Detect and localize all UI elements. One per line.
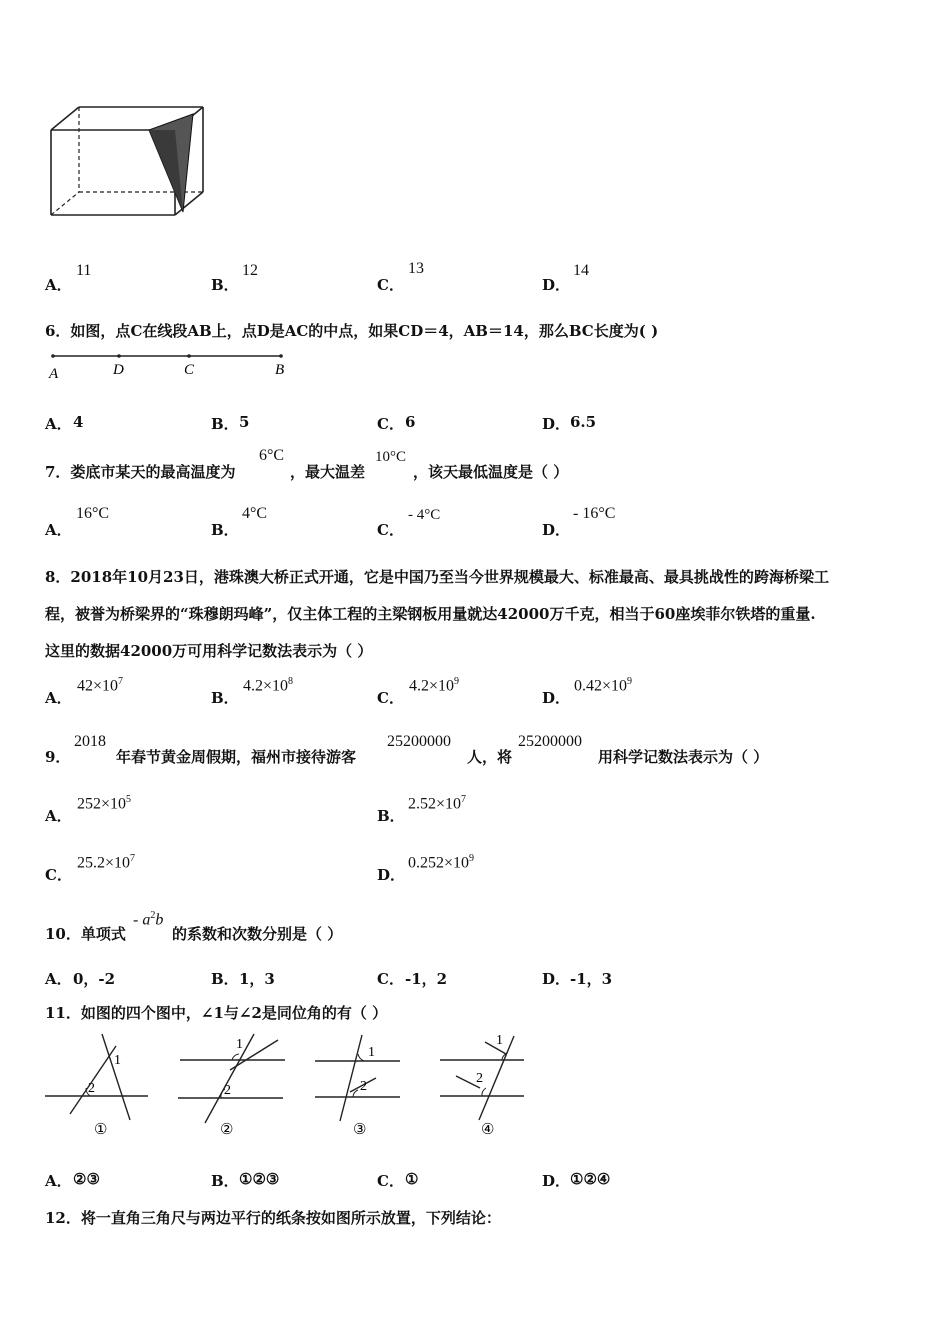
q5-option-c-value: 13 — [408, 260, 424, 277]
q9-option-c-base: 25.2×10 — [77, 854, 131, 872]
q10-stem-2: 的系数和次数分别是（ ） — [172, 925, 343, 943]
q10-stem-1: 10．单项式 — [45, 925, 126, 943]
q8-option-d-letter: D． — [542, 689, 571, 707]
q6-point-b: B — [275, 362, 285, 378]
q6-point-d: D — [113, 362, 124, 378]
q7-option-b-letter: B． — [211, 521, 239, 539]
q8-option-b-base: 4.2×10 — [243, 677, 289, 695]
q8-option-b-value — [243, 676, 293, 695]
q7-temp-high: 6°C — [259, 447, 285, 464]
q10-monomial-sign: - — [133, 911, 143, 929]
q9-option-b-base: 2.52×10 — [408, 795, 462, 813]
q11-option-b-letter: B． — [211, 1172, 239, 1190]
q9-option-b-value — [408, 794, 466, 813]
q11-figures — [40, 1030, 540, 1140]
q10-monomial-a: a — [142, 911, 151, 929]
q10-option-b-letter: B． — [211, 970, 239, 988]
q9-visitors: 25200000 — [387, 733, 451, 750]
q6-option-c-letter: C． — [377, 415, 404, 433]
q6-point-c: C — [184, 362, 195, 378]
q11-figure-label-3: ③ — [353, 1122, 367, 1138]
q9-option-b-exp: 7 — [461, 794, 467, 805]
q11-option-b-value: ①②③ — [239, 1170, 280, 1188]
q9-option-d-base: 0.252×10 — [408, 854, 470, 872]
q10-option-c-letter: C． — [377, 970, 404, 988]
q11-figure-label-2: ② — [220, 1122, 234, 1138]
q7-temp-diff: 10°C — [375, 449, 407, 465]
q11-option-c-value: ① — [405, 1170, 419, 1188]
q9-option-d-letter: D． — [377, 866, 406, 884]
q12-stem: 12．将一直角三角尺与两边平行的纸条按如图所示放置，下列结论： — [45, 1209, 501, 1227]
q7-option-a-value: 16°C — [76, 505, 110, 522]
q10-monomial-b: b — [155, 911, 164, 929]
q7-option-c-letter: C． — [377, 521, 404, 539]
q6-point-a: A — [49, 366, 59, 382]
q11-fig4-angle-1: 1 — [496, 1033, 503, 1048]
q8-option-c-letter: C． — [377, 689, 404, 707]
q9-option-a-exp: 5 — [126, 794, 132, 805]
q7-stem-3: ，该天最低温度是（ ） — [413, 463, 569, 481]
q8-option-c-base: 4.2×10 — [409, 677, 455, 695]
q8-option-b-letter: B． — [211, 689, 239, 707]
q8-option-d-base: 0.42×10 — [574, 677, 628, 695]
q11-fig1-angle-2: 2 — [88, 1081, 95, 1096]
q11-fig2-angle-1: 1 — [236, 1037, 243, 1052]
q10-option-a-letter: A． — [45, 970, 72, 988]
q7-stem-2: ，最大温差 — [290, 463, 366, 481]
q7-option-c-value: - 4°C — [408, 507, 441, 523]
q10-option-b-value: 1，3 — [239, 970, 275, 988]
q8-option-b-exp: 8 — [288, 676, 294, 687]
q5-option-d-value: 14 — [573, 262, 589, 279]
q9-visitors-2: 25200000 — [518, 733, 582, 750]
q11-fig4-angle-2: 2 — [476, 1071, 483, 1086]
q9-option-d-value — [408, 853, 474, 872]
q11-fig3-angle-1: 1 — [368, 1045, 375, 1060]
q10-option-d-letter: D． — [542, 970, 571, 988]
q7-option-d-letter: D． — [542, 521, 571, 539]
q8-option-c-value — [409, 676, 459, 695]
q9-stem-2: 人，将 — [467, 748, 513, 766]
q11-stem: 11．如图的四个图中，∠1与∠2是同位角的有（ ） — [45, 1004, 388, 1022]
q6-stem: 6．如图，点C在线段AB上，点D是AC的中点，如果CD＝4，AB＝14，那么BC长度为( ) — [45, 322, 659, 340]
q8-option-a-letter: A． — [45, 689, 72, 707]
q6-option-b-value: 5 — [239, 413, 250, 431]
q6-option-a-value: 4 — [73, 413, 84, 431]
q11-figure-label-1: ① — [94, 1122, 108, 1138]
q8-option-d-exp: 9 — [627, 676, 633, 687]
q7-option-a-letter: A． — [45, 521, 72, 539]
q11-option-c-letter: C． — [377, 1172, 404, 1190]
q11-figure-label-4: ④ — [481, 1122, 495, 1138]
q6-option-d-letter: D． — [542, 415, 571, 433]
q10-option-a-value: 0，-2 — [73, 970, 116, 988]
q7-option-b-value: 4°C — [242, 505, 268, 522]
q7-option-d-value: - 16°C — [573, 505, 616, 522]
q10-option-c-value: -1，2 — [405, 970, 448, 988]
q5-option-d-letter: D． — [542, 276, 571, 294]
q5-option-a-value: 11 — [76, 262, 92, 279]
q9-option-c-exp: 7 — [130, 853, 136, 864]
q5-option-c-letter: C． — [377, 276, 404, 294]
q9-option-a-value — [77, 794, 131, 813]
q6-option-d-value: 6.5 — [570, 413, 597, 431]
q9-option-c-value — [77, 853, 135, 872]
q8-line-2: 程，被誉为桥梁界的“珠穆朗玛峰”，仅主体工程的主梁钢板用量就达42000万千克，相当于60座埃菲尔铁塔的重量. — [45, 605, 816, 623]
q10-option-d-value: -1，3 — [570, 970, 613, 988]
q11-option-d-value: ①②④ — [570, 1170, 611, 1188]
q9-year: 2018 — [74, 733, 106, 750]
q8-line-3: 这里的数据42000万可用科学记数法表示为（ ） — [45, 642, 373, 660]
q9-option-a-base: 252×10 — [77, 795, 127, 813]
q9-stem-3: 用科学记数法表示为（ ） — [598, 748, 769, 766]
q9-option-d-exp: 9 — [469, 853, 475, 864]
q11-fig1-angle-1: 1 — [114, 1053, 121, 1068]
q11-option-a-value: ②③ — [73, 1170, 100, 1188]
cube-figure — [45, 100, 215, 220]
q8-option-a-value — [77, 676, 123, 695]
q8-option-a-exp: 7 — [118, 676, 124, 687]
q5-option-a-letter: A． — [45, 276, 72, 294]
q6-option-a-letter: A． — [45, 415, 72, 433]
q9-option-b-letter: B． — [377, 807, 405, 825]
q5-option-b-letter: B． — [211, 276, 239, 294]
q9-option-a-letter: A． — [45, 807, 72, 825]
q8-option-a-base: 42×10 — [77, 677, 119, 695]
q6-option-c-value: 6 — [405, 413, 416, 431]
q8-line-1: 8．2018年10月23日，港珠澳大桥正式开通，它是中国乃至当今世界规模最大、标准最高、最具挑战性的跨海桥梁工 — [45, 568, 829, 586]
q9-option-c-letter: C． — [45, 866, 72, 884]
q5-option-b-value: 12 — [242, 262, 258, 279]
q6-segment-figure — [45, 348, 295, 382]
q11-option-a-letter: A． — [45, 1172, 72, 1190]
q11-option-d-letter: D． — [542, 1172, 571, 1190]
q10-monomial — [133, 910, 163, 929]
q9-number: 9． — [45, 748, 71, 766]
q8-option-c-exp: 9 — [454, 676, 460, 687]
q6-option-b-letter: B． — [211, 415, 239, 433]
q10-monomial-exp: 2 — [150, 910, 156, 921]
q11-fig2-angle-2: 2 — [224, 1083, 231, 1098]
q9-stem-1: 年春节黄金周假期，福州市接待游客 — [116, 748, 357, 766]
q7-stem-1: 7．娄底市某天的最高温度为 — [45, 463, 236, 481]
q8-option-d-value — [574, 676, 632, 695]
q11-fig3-angle-2: 2 — [360, 1079, 367, 1094]
